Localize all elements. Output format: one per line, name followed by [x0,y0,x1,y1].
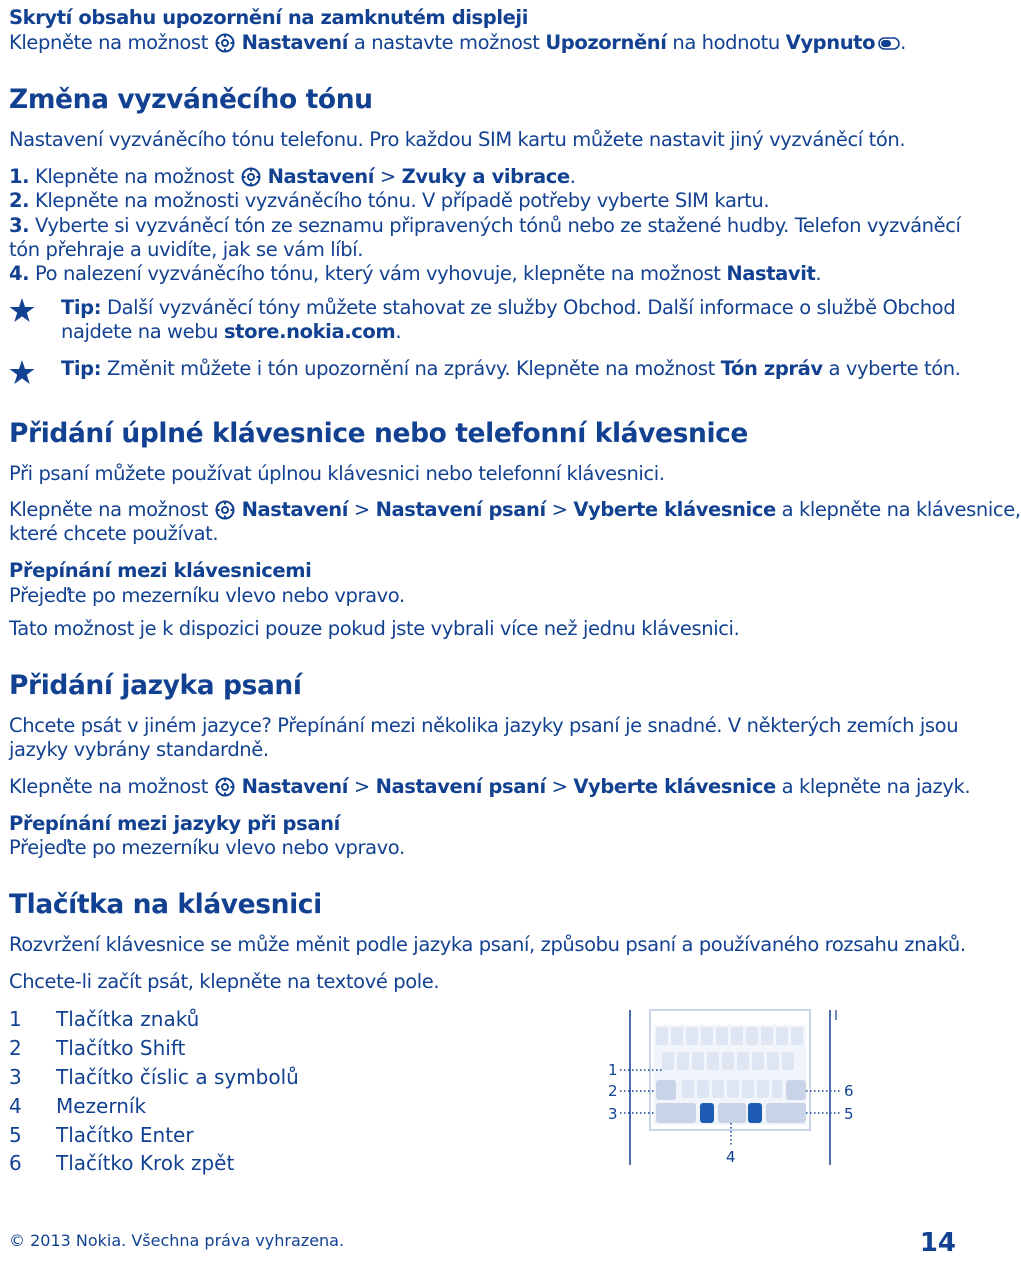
text-span: a vyberte tón. [828,357,961,380]
tip-2 [61,357,961,381]
lockscreen-heading: Skrytí obsahu upozornění na zamknutém displeji [9,6,529,29]
text-span: Klepněte na možnosti vyzváněcího tónu. V případě potřeby vyberte SIM kartu. [35,189,770,212]
key-list-item [9,1123,194,1147]
key-list-item [9,1094,146,1118]
bold-span: Nastavení psaní [375,498,546,521]
settings-gear-icon [215,500,235,520]
text-span: . [815,262,822,285]
item-label: Tlačítko Enter [56,1123,194,1147]
language-intro-cont: jazyky vybrány standardně. [9,738,269,761]
item-number: 6 [9,1151,22,1175]
keyboard-note: Tato možnost je k dispozici pouze pokud jste vybrali více než jednu klávesnici. [9,617,740,640]
tip-star-icon [9,359,35,385]
language-switch-heading: Přepínání mezi jazyky při psaní [9,812,340,835]
key-list-item [9,1036,185,1060]
key-list-item [9,1007,199,1031]
step-number: 3. [9,214,30,237]
bold-span: Vyberte klávesnice [573,775,776,798]
lockscreen-instruction [9,31,954,55]
text-span: Klepněte na možnost [35,165,234,188]
bold-span: Nastavení [241,498,349,521]
enter-key [766,1103,806,1123]
keys-title: Tlačítka na klávesnici [9,889,322,920]
text-span: Další vyzváněcí tóny můžete stahovat ze služby Obchod. Další informace o službě Obchod [106,296,956,319]
bold-span: Zvuky a vibrace [401,165,570,188]
text-span: Klepněte na možnost [9,775,208,798]
shift-key [656,1080,676,1100]
item-label: Tlačítko Shift [56,1036,186,1060]
language-switch-text: Přejeďte po mezerníku vlevo nebo vpravo. [9,836,405,859]
ringtone-step-4 [9,262,954,286]
footer-copyright: © 2013 Nokia. Všechna práva vyhrazena. [9,1231,345,1250]
bold-span: Upozornění [545,31,667,54]
settings-gear-icon [241,167,261,187]
text-span: a nastavte možnost [353,31,540,54]
text-span: Klepněte na možnost [9,498,208,521]
callout-number: 4 [726,1148,736,1166]
key-list-item [9,1151,234,1175]
character-key-row-3 [682,1080,782,1098]
text-span: > [353,498,370,521]
item-number: 3 [9,1065,22,1089]
text-span: Po nalezení vyzváněcího tónu, který vám vyhovuje, klepněte na možnost [35,262,721,285]
ringtone-step-1 [9,165,954,189]
item-label: Mezerník [56,1094,147,1118]
keyboard-title: Přidání úplné klávesnice nebo telefonní klávesnice [9,418,749,449]
tip-star-icon [9,297,35,323]
callout-number: 2 [608,1082,618,1100]
tip-label: Tip: [61,296,102,319]
item-number: 5 [9,1123,22,1147]
ringtone-intro: Nastavení vyzváněcího tónu telefonu. Pro každou SIM kartu můžete nastavit jiný vyzváněcí tón. [9,128,906,151]
character-key-row-2 [662,1052,794,1070]
bold-span: Vypnuto [785,31,876,54]
text-span: Vyberte si vyzváněcí tón ze seznamu připravených tónů nebo ze stažené hudby. Telefon vyzváněcí [35,214,961,237]
keyboard-intro: Při psaní můžete používat úplnou klávesnici nebo telefonní klávesnici. [9,462,665,485]
store-link: store.nokia.com [223,320,396,343]
text-span: a klepněte na jazyk. [781,775,971,798]
item-label: Tlačítko číslic a symbolů [56,1065,299,1089]
keyboard-switch-heading: Přepínání mezi klávesnicemi [9,559,312,582]
text-span: najdete na webu [61,320,219,343]
callout-number: 1 [608,1061,618,1079]
language-intro: Chcete psát v jiném jazyce? Přepínání mezi několika jazyky psaní je snadné. V některých zemích jsou [9,714,959,737]
callout-number: 6 [844,1082,854,1100]
highlight-key-right [748,1103,762,1123]
text-span: > [551,498,568,521]
bold-span: Tón zpráv [720,357,823,380]
item-number: 1 [9,1007,22,1031]
ringtone-title: Změna vyzváněcího tónu [9,84,373,115]
step-number: 4. [9,262,30,285]
text-span: > [379,165,396,188]
item-label: Tlačítko Krok zpět [56,1151,235,1175]
callout-number: 5 [844,1105,854,1123]
keys-intro-2: Chcete-li začít psát, klepněte na textové pole. [9,970,440,993]
text-span: > [551,775,568,798]
callout-number: 3 [608,1105,618,1123]
keyboard-instruction-cont: které chcete používat. [9,522,219,545]
bold-span: Nastavit [726,262,816,285]
key-list-item [9,1065,299,1089]
item-number: 4 [9,1094,22,1118]
text-span: na hodnotu [672,31,780,54]
settings-gear-icon [215,777,235,797]
ringtone-step-3-cont: tón přehraje a uvidíte, jak se vám líbí. [9,238,364,261]
bold-span: Nastavení [267,165,375,188]
toggle-off-icon [878,37,900,50]
ringtone-step-3 [9,214,961,238]
text-span: Klepněte na možnost [9,31,208,54]
text-span: . [569,165,576,188]
bold-span: Nastavení psaní [375,775,546,798]
spacebar-key [718,1103,746,1123]
text-span: a klepněte na klávesnice, [781,498,1021,521]
bold-span: Nastavení [241,775,349,798]
page-number: 14 [919,1228,956,1258]
tip-1-cont [61,320,956,344]
tip-1 [61,296,956,320]
numbers-symbols-key [656,1103,696,1123]
language-instruction [9,775,971,799]
keyboard-switch-text: Přejeďte po mezerníku vlevo nebo vpravo. [9,584,405,607]
keyboard-instruction [9,498,1021,522]
text-span: > [353,775,370,798]
step-number: 1. [9,165,30,188]
highlight-key-left [700,1103,714,1123]
keys-intro: Rozvržení klávesnice se může měnit podle jazyka psaní, způsobu psaní a používaného rozsahu znaků. [9,933,966,956]
language-title: Přidání jazyka psaní [9,670,302,701]
bold-span: Nastavení [241,31,349,54]
step-number: 2. [9,189,30,212]
ringtone-step-2 [9,189,954,213]
backspace-key [786,1080,806,1100]
keyboard-diagram [600,1005,865,1170]
text-span: . [395,320,402,343]
item-number: 2 [9,1036,22,1060]
bold-span: Vyberte klávesnice [573,498,776,521]
item-label: Tlačítka znaků [56,1007,200,1031]
text-span: . [900,31,906,54]
settings-gear-icon [215,33,235,53]
text-span: Změnit můžete i tón upozornění na zprávy. Klepněte na možnost [106,357,715,380]
tip-label: Tip: [61,357,102,380]
